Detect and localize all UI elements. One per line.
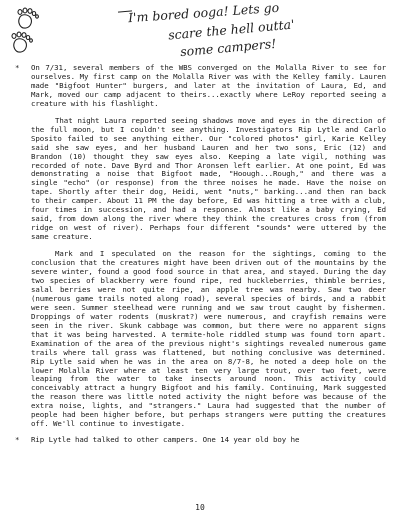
handwritten-note <box>118 2 388 58</box>
paragraph-text: Mark and I speculated on the reason for the sightings, coming to the conclusion that the creatures might have been driven out of the mountains by the severe winter, found a good food source in that area, and stayed. During the day two species of blackberry were found ripe, red huckleberries, thimble berries, salal berries were not quite ripe, an apple tree was nearby. Saw two deer (numerous game trails noted along road), several species of birds, and a rabbit were seen. Summer steelhead were running and we saw trout caught by fishermen. Droppings of water rodents (muskrat?) were numerous, and crayfish remains were seen in the river. Skunk cabbage was common, but there were no apparent signs that it was being harvested. A termite-hole riddled stump was found torn apart. Examination of the area of the previous night's sightings revealed numerous game trails where tall grass was flattened, but nothing conclusive was determined. Rip Lytle said when he was in the area on 8/7-8, he noted a deep hole on the lower Molalla River where at least ten very large trout, over two feet, were leaping from the water to take insects around noon. This activity could conceivably attract a hungry Bigfoot and his family. Continuing, Mark suggested the reason there was little noted activity the night before was because of the extra noise, lights, and "strangers." Laura had suggested that the number of people had been higher before, but perhaps strangers were putting the creatures off. We'll continue to investigate. <box>31 249 386 429</box>
paragraph-text: Rip Lytle had talked to other campers. One 14 year old boy he <box>31 435 300 445</box>
handwritten-line: scare the hell outta' <box>167 16 296 43</box>
paragraph <box>15 435 386 445</box>
bullet-marker: * <box>15 435 20 445</box>
paragraph-text: That night Laura reported seeing shadows move and eyes in the direction of the full moon, but I couldn't see anything. Investigators Rip Lytle and Carlo Sposito failed to see anything either. Our "colored photos" girl, Karie Kelley said she saw eyes, and her husband Lauren and her two sons, Eric (12) and Brandon (10) thought they saw eyes also. Keeping a late vigil, nothing was recorded of note. Dave Byrd and Thor Aronsen left earlier. At one point, Ed was demonstrating a noise that Bigfoot made, "Hoough...Rough," and there was a single "echo" (or response) from the three noises he made. Have the noise on tape. Shortly after their dog, Heidi, went "nuts," barking...and then ran back to their camper. About 11 PM the day before, Ed was hitting a tree with a club, four times in succession, and had a response. Almost like a baby crying, Ed said, from down along the river where they think the creatures cross from (from ridge on west of river). Perhaps four different "sounds" were uttered by the same creature. <box>31 115 386 242</box>
paragraph-text: On 7/31, several members of the WBS converged on the Molalla River to see for ourselves. My first camp on the Molalla River was with the Kelley family. Lauren made "Bigfoot Hunter" burgers, and later at the invitation of Laura, Ed, and Mark, moved our camp adjacent to theirs...exactly where LeRoy reported seeing a creature with his flashlight. <box>31 63 386 108</box>
footprint-icon <box>7 31 37 55</box>
paragraph <box>15 63 386 109</box>
handwritten-line: I'm bored ooga! Lets go <box>127 0 280 26</box>
footprint-icon <box>14 7 42 31</box>
page-number: 10 <box>195 503 205 512</box>
bullet-marker: * <box>15 63 20 72</box>
paragraph <box>31 250 386 429</box>
article-body <box>15 63 386 445</box>
paragraph <box>31 117 386 242</box>
handwritten-line: some campers! <box>179 35 277 60</box>
